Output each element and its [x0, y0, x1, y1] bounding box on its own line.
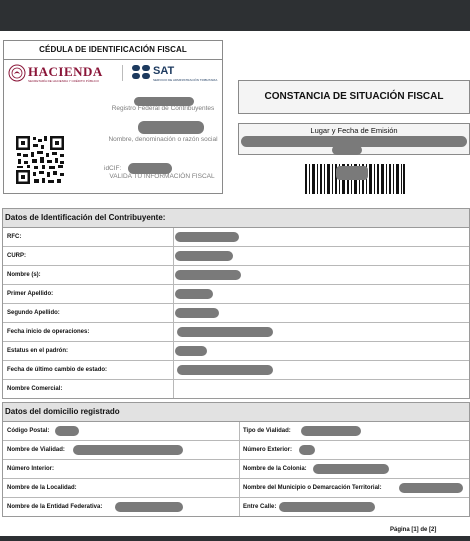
field-label: Primer Apellido:: [7, 291, 54, 297]
cedula-card: [3, 40, 223, 194]
mexico-eagle-emblem-icon: [8, 64, 26, 82]
bottom-bar: [0, 536, 470, 541]
table-row: [3, 498, 469, 516]
field-label: RFC:: [7, 234, 22, 240]
table-row: [3, 266, 469, 285]
table-row: [3, 247, 469, 266]
sat-subtitle: SERVICIO DE ADMINISTRACIÓN TRIBUTARIA: [153, 78, 218, 82]
redacted-value: [175, 308, 219, 318]
redacted-value: [115, 502, 183, 512]
column-divider: [173, 361, 174, 379]
column-divider: [239, 498, 240, 516]
contribuyente-section: [2, 208, 470, 399]
redacted-value: [399, 483, 463, 493]
field-label: Número Exterior:: [243, 447, 293, 453]
column-divider: [173, 323, 174, 341]
field-label: Estatus en el padrón:: [7, 348, 69, 354]
redacted-value: [55, 426, 79, 436]
column-divider: [239, 441, 240, 459]
field-label: Fecha inicio de operaciones:: [7, 329, 90, 335]
field-label: Segundo Apellido:: [7, 310, 60, 316]
table-row: [3, 361, 469, 380]
field-label: Entre Calle:: [243, 504, 277, 510]
table-row: [3, 342, 469, 361]
table-row: [3, 460, 469, 479]
redacted-value: [177, 365, 273, 375]
column-divider: [173, 247, 174, 265]
validate-label: VALIDA TU INFORMACIÓN FISCAL: [109, 173, 215, 180]
table-row: [3, 479, 469, 498]
field-label: Nombre (s):: [7, 272, 41, 278]
redacted-value: [313, 464, 389, 474]
redacted-value: [175, 346, 207, 356]
domicilio-section: [2, 402, 470, 517]
column-divider: [173, 266, 174, 284]
lugar-fecha-label: Lugar y Fecha de Emisión: [310, 126, 398, 135]
column-divider: [239, 460, 240, 478]
redacted-name: [138, 121, 204, 134]
field-label: Número Interior:: [7, 466, 55, 472]
table-row: [3, 304, 469, 323]
field-label: Nombre de Vialidad:: [7, 447, 65, 453]
column-divider: [173, 285, 174, 303]
field-label: Nombre de la Entidad Federativa:: [7, 504, 103, 510]
redacted-value: [177, 327, 273, 337]
table-row: [3, 380, 469, 398]
redacted-value: [301, 426, 361, 436]
qr-code-icon: [15, 135, 65, 185]
redacted-value: [279, 502, 375, 512]
column-divider: [239, 479, 240, 497]
field-label: Tipo de Vialidad:: [243, 428, 291, 434]
sat-logo-text: SAT: [153, 65, 175, 77]
column-divider: [173, 342, 174, 360]
contribuyente-section-title: Datos de Identificación del Contribuyente:: [3, 209, 469, 228]
table-row: [3, 323, 469, 342]
top-bar: [0, 0, 470, 31]
redacted-barcode-number: [336, 166, 368, 180]
table-row: [3, 228, 469, 247]
idcif-label: idCIF:: [104, 165, 122, 172]
hacienda-subtitle: SECRETARÍA DE HACIENDA Y CRÉDITO PÚBLICO: [28, 79, 99, 83]
column-divider: [173, 304, 174, 322]
redacted-value: [175, 289, 213, 299]
field-label: Código Postal:: [7, 428, 50, 434]
column-divider: [173, 228, 174, 246]
field-label: Nombre de la Colonia:: [243, 466, 307, 472]
name-label: Nombre, denominación o razón social: [108, 136, 218, 143]
page-number: Página [1] de [2]: [390, 527, 437, 533]
table-row: [3, 441, 469, 460]
card-title: CÉDULA DE IDENTIFICACIÓN FISCAL: [4, 41, 222, 60]
field-label: Nombre de la Localidad:: [7, 485, 77, 491]
redacted-value: [175, 232, 239, 242]
redacted-value: [73, 445, 183, 455]
field-label: CURP:: [7, 253, 26, 259]
rfc-label: Registro Federal de Contribuyentes: [111, 105, 215, 112]
domicilio-section-title: Datos del domicilio registrado: [3, 403, 469, 422]
redacted-value: [175, 270, 241, 280]
table-row: [3, 285, 469, 304]
field-label: Nombre del Municipio o Demarcación Territorial:: [243, 485, 382, 491]
field-label: Fecha de último cambio de estado:: [7, 367, 108, 373]
column-divider: [173, 380, 174, 398]
table-row: [3, 422, 469, 441]
sat-logo-icon: [132, 65, 150, 79]
redacted-date-line: [332, 145, 362, 155]
field-label: Nombre Comercial:: [7, 386, 63, 392]
constancia-title: CONSTANCIA DE SITUACIÓN FISCAL: [238, 80, 470, 114]
redacted-value: [299, 445, 315, 455]
column-divider: [239, 422, 240, 440]
hacienda-logo-text: HACIENDA: [28, 64, 103, 79]
redacted-value: [175, 251, 233, 261]
logo-divider: [122, 65, 123, 81]
